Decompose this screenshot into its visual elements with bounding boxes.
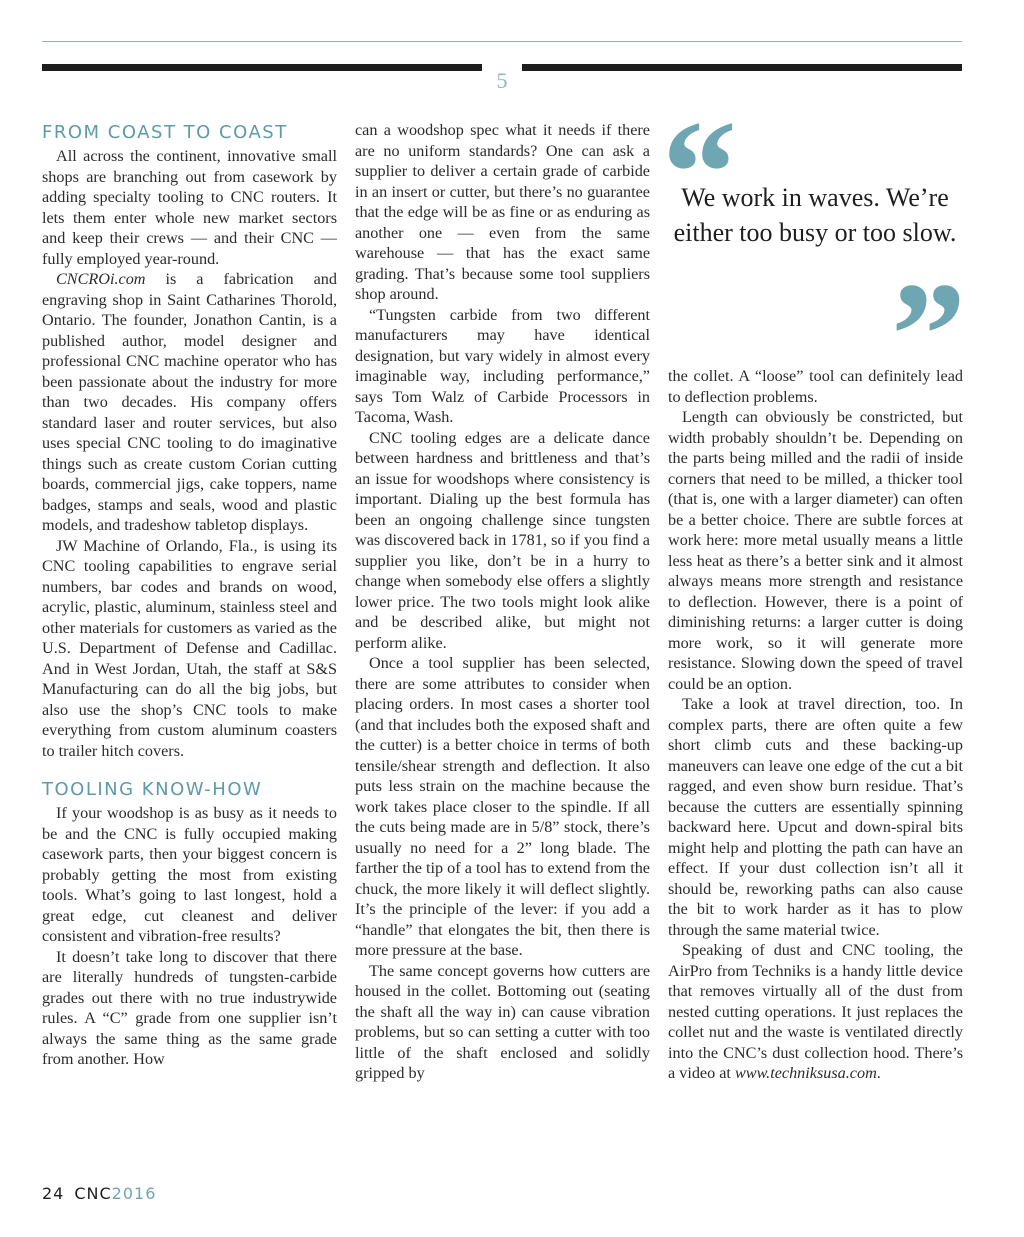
- column-3: [668, 366, 963, 1084]
- page-number: 24: [42, 1184, 65, 1203]
- section-heading: FROM COAST TO COAST: [42, 122, 288, 143]
- paragraph: All across the continent, innovative small shops are branching out from casework by adding specialty tooling to CNC routers. It lets them enter whole new market sectors and keep their crews — and their CNC — fully employed year-round.: [42, 147, 337, 268]
- paragraph: Take a look at travel direction, too. In complex parts, there are often quite a few short climb cuts and these backing-up maneuvers can leave one edge of the cut a bit ragged, and even show burn residue. That’s because the cutters are essentially spinning backward here. Upcut and down-spiral bits might help and plotting the path can have an effect. If your dust collection isn’t all it should be, reworking paths can also cause the bit to work harder as it has to plow through the same material twice.: [668, 695, 963, 939]
- header-bar-left: [42, 64, 482, 71]
- paragraph: JW Machine of Orlando, Fla., is using its CNC tooling capabilities to engrave serial numbers, bar codes and brands on wood, acrylic, plastic, aluminum, stainless steel and other materials for customers as varied as the U.S. Department of Defense and Cadillac. And in West Jordan, Utah, the staff at S&S Manufacturing can do all the big jobs, but also use the shop’s CNC tools to make everything from custom aluminum coasters to trailer hitch covers.: [42, 536, 337, 760]
- magazine-year: 2016: [111, 1184, 157, 1203]
- column-1: [42, 120, 337, 1070]
- section-heading: TOOLING KNOW-HOW: [42, 779, 263, 800]
- paragraph: If your woodshop is as busy as it needs to be and the CNC is fully occupied making casework parts, then your biggest concern is probably getting the most from existing tools. What’s going to last longest, hold a great edge, cut cleanest and deliver consistent and vibration-free results?: [42, 804, 337, 945]
- paragraph: Once a tool supplier has been selected, there are some attributes to consider when placing orders. In most cases a shorter tool (and that includes both the exposed shaft and the cutter) is a better choice in terms of both tensile/shear strength and deflection. It also puts less strain on the machine because the work takes place closer to the spindle. If all the cuts being made are in 5/8” stock, there’s usually no need for a 2” long blade. The farther the tip of a tool has to extend from the chuck, the more likely it will deflect slightly. It’s the principle of the lever: if you add a “handle” that elongates the bit, then there is more pressure at the base.: [355, 654, 650, 959]
- techniks-link[interactable]: www.techniksusa.com: [734, 1064, 877, 1082]
- paragraph: The same concept governs how cutters are housed in the collet. Bottoming out (seating the shaft all the way in) can cause vibration problems, but so can setting a cutter with too little of the shaft enclosed and solidly gripped by: [355, 961, 650, 1082]
- paragraph: CNCROi.com is a fabrication and engraving shop in Saint Catharines Thorold, Ontario. The founder, Jonathon Cantin, is a published author, model designer and professional CNC machine operator who has been passionate about the industry for more than two decades. His company offers standard laser and router services, but also uses special CNC tooling to do imaginative things such as create custom Corian cutting boards, commercial jigs, cake toppers, name badges, stamps and seals, wood and plastic models, and tradeshow tabletop displays.: [42, 270, 337, 534]
- page-footer: [42, 1184, 156, 1203]
- paragraph: the collet. A “loose” tool can definitely lead to deflection problems.: [668, 367, 963, 406]
- column-2: [355, 120, 650, 1084]
- paragraph: CNC tooling edges are a delicate dance between hardness and brittleness and that’s an issue for woodshops where consistency is important. Dialing up the best formula has been an ongoing challenge since tungsten was discovered back in 1781, so if you find a supplier you like, don’t be in a hurry to change when somebody else offers a slightly lower price. The two tools might look alike and be described alike, but might not perform alike.: [355, 428, 650, 652]
- paragraph: Length can obviously be constricted, but width probably shouldn’t be. Depending on the parts being milled and the radii of inside corners that need to be milled, a thicker tool (that is, one with a larger diameter) can often be a better choice. There are subtle forces at work here: more metal usually means a little less heat as there’s a better sink and it almost always means more strength and resistance to deflection. However, there is a point of diminishing returns: a larger cutter is doing more work, so it will generate more resistance. Slowing down the speed of travel could be an option.: [668, 408, 963, 693]
- open-quote-icon: “: [662, 90, 737, 256]
- paragraph: It doesn’t take long to discover that there are literally hundreds of tungsten-carbide grades out there with no true industrywide rules. A “C” grade from one supplier isn’t always the same thing as the same grade from another. How: [42, 947, 337, 1068]
- header-bar-right: [522, 64, 962, 71]
- site-name: CNCROi.com: [56, 270, 146, 288]
- magazine-name: CNC: [74, 1184, 112, 1203]
- top-rule: [42, 41, 962, 42]
- paragraph: “Tungsten carbide from two different manufacturers may have identical designation, but vary widely in almost every imaginable way, including performance,” says Tom Walz of Carbide Processors in Tacoma, Wash.: [355, 305, 650, 426]
- chapter-number: 5: [496, 68, 508, 93]
- paragraph: Speaking of dust and CNC tooling, the AirPro from Techniks is a handy little device that removes virtually all of the dust from nested cutting operations. It just replaces the collet nut and the waste is ventilated directly into the CNC’s dust collection hood. There’s a video at www.techniksusa.com.: [668, 941, 963, 1082]
- pull-quote-text: We work in waves. We’re either too busy or too slow.: [673, 183, 957, 247]
- close-quote-icon: ”: [891, 252, 966, 418]
- paragraph: can a woodshop spec what it needs if there are no uniform standards? One can ask a supplier to deliver a certain grade of carbide in an insert or cutter, but there’s no guarantee that the edge will be as fine or as enduring as another one — even from the same warehouse — that has the exact same grading. That’s because some tool suppliers shop around.: [355, 121, 650, 303]
